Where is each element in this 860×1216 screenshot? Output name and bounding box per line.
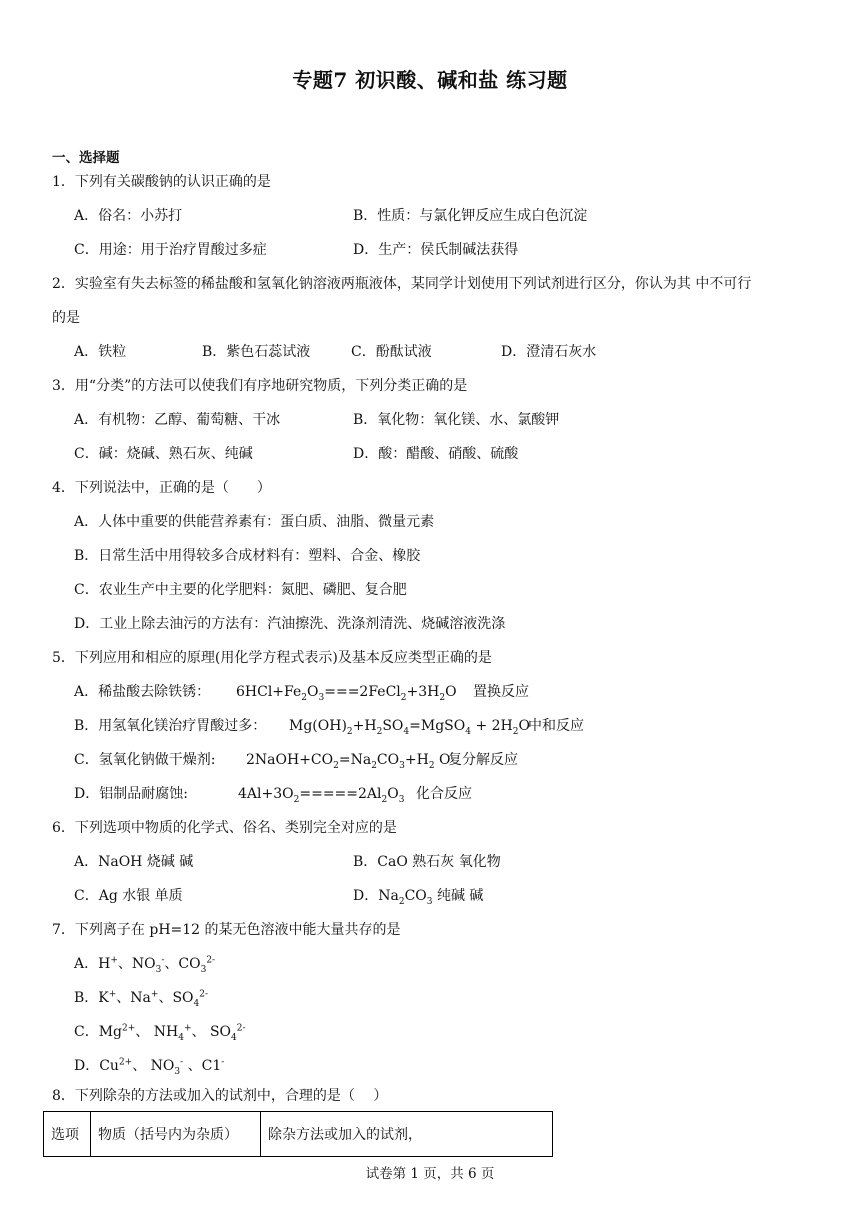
question-6-option-a: A．NaOH 烧碱 碱 <box>74 854 194 870</box>
question-5-option-d-type: 化合反应 <box>416 786 472 802</box>
question-8-table <box>43 1111 553 1157</box>
question-5-option-a-type: 置换反应 <box>473 684 529 700</box>
question-4-option-b: B．日常生活中用得较多合成材料有：塑料、合金、橡胶 <box>74 548 421 564</box>
question-5-option-c-label: C．氢氧化钠做干燥剂: <box>74 752 216 768</box>
question-7-stem: 7．下列离子在 pH=12 的某无色溶液中能大量共存的是 <box>52 922 401 938</box>
question-7-option-d: D．$Cu^{2+}$、 $NO_3^-$ 、C1- <box>74 1057 225 1077</box>
page-footer: 试卷第 1 页，共 6 页 <box>365 1166 495 1182</box>
question-2-option-a: A．铁粒 <box>74 344 127 360</box>
question-1-option-a: A．俗名：小苏打 <box>74 208 183 224</box>
question-3-option-b: B．氧化物：氧化镁、水、氯酸钾 <box>353 412 560 428</box>
table-header-option: 选项 <box>44 1112 91 1157</box>
question-5-option-b-type: 中和反应 <box>528 718 584 734</box>
table-header-row <box>44 1112 553 1157</box>
question-7-option-b: B．K+、Na+、$SO_4^{2-}$ <box>74 989 209 1009</box>
question-1-option-c: C．用途：用于治疗胃酸过多症 <box>74 242 267 258</box>
question-2-option-d: D．澄清石灰水 <box>501 344 597 360</box>
table-header-substance: 物质（括号内为杂质） <box>91 1112 261 1157</box>
question-5-option-a-label: A．稀盐酸去除铁锈： <box>74 684 211 700</box>
question-5-option-d-equation: $4Al+3O_2=====2Al_2O_3$ <box>238 786 405 805</box>
question-5-option-b-label: B．用氢氧化镁治疗胃酸过多： <box>74 718 267 734</box>
question-3-option-c: C．碱：烧碱、熟石灰、纯碱 <box>74 446 253 462</box>
question-7-option-c: C．$Mg^{2+}$、 $NH_4^+$、 $SO_4^{2-}$ <box>74 1023 246 1043</box>
question-3-option-a: A．有机物：乙醇、葡萄糖、干冰 <box>74 412 281 428</box>
question-4-option-c: C．农业生产中主要的化学肥料：氮肥、磷肥、复合肥 <box>74 582 407 598</box>
question-8-stem: 8．下列除杂的方法或加入的试剂中，合理的是（ ） <box>52 1088 388 1104</box>
question-2-stem-cont: 的是 <box>52 310 80 326</box>
question-2-option-b: B．紫色石蕊试液 <box>202 344 311 360</box>
question-2-stem: 2．实验室有失去标签的稀盐酸和氢氧化钠溶液两瓶液体，某同学计划使用下列试剂进行区分，你认为其 中不可行 <box>52 276 752 292</box>
question-2-option-c: C．酚酞试液 <box>351 344 432 360</box>
question-6-option-b: B．CaO 熟石灰 氧化物 <box>353 854 501 870</box>
question-7-option-a: A．H+、$NO_3^-$、$CO_3^{2-}$ <box>74 955 216 975</box>
question-1-option-d: D．生产：侯氏制碱法获得 <box>353 242 519 258</box>
table-header-method: 除杂方法或加入的试剂， <box>261 1112 553 1157</box>
question-6-stem: 6．下列选项中物质的化学式、俗名、类别完全对应的是 <box>52 820 397 836</box>
question-5-option-d-label: D．铝制品耐腐蚀: <box>74 786 188 802</box>
question-1-option-b: B．性质：与氯化钾反应生成白色沉淀 <box>353 208 588 224</box>
question-6-option-c: C．Ag 水银 单质 <box>74 888 183 904</box>
question-3-option-d: D．酸：醋酸、硝酸、硫酸 <box>353 446 519 462</box>
question-5-option-c-type: 复分解反应 <box>448 752 518 768</box>
section-heading: 一、选择题 <box>52 150 120 166</box>
question-5-option-a-equation: $6HCl+Fe_2O_3===2FeCl_2+3H_2O$ <box>236 684 457 703</box>
question-3-stem: 3．用“分类”的方法可以使我们有序地研究物质，下列分类正确的是 <box>52 378 468 394</box>
question-4-option-d: D．工业上除去油污的方法有：汽油擦洗、洗涤剂清洗、烧碱溶液洗涤 <box>74 616 506 632</box>
question-5-option-c-equation: $2NaOH+CO_2=Na_2CO_3+H_2$ O <box>246 752 451 771</box>
question-1-stem: 1．下列有关碳酸钠的认识正确的是 <box>52 174 271 190</box>
question-5-option-b-equation: $Mg(OH)_2+H_2SO_4=MgSO_4 + 2H_2O$ <box>289 718 530 737</box>
page-title: 专题7 初识酸、碱和盐 练习题 <box>292 68 568 92</box>
question-4-stem: 4．下列说法中，正确的是（ ） <box>52 480 271 496</box>
question-6-option-d: D．$Na_2CO_3$ 纯碱 碱 <box>353 888 484 907</box>
question-4-option-a: A．人体中重要的供能营养素有：蛋白质、油脂、微量元素 <box>74 514 435 530</box>
question-5-stem: 5．下列应用和相应的原理(用化学方程式表示)及基本反应类型正确的是 <box>52 650 492 666</box>
